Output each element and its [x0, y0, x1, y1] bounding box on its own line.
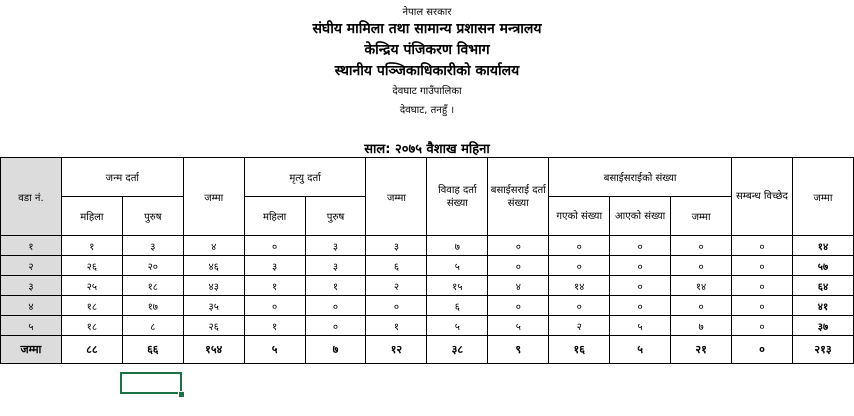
table-cell[interactable]: १८ [61, 296, 122, 316]
table-cell[interactable]: १५ [427, 276, 488, 296]
header-death-male[interactable]: पुरुष [305, 197, 366, 236]
table-cell[interactable]: ० [305, 296, 366, 316]
table-cell[interactable]: ५ [427, 256, 488, 276]
table-cell[interactable]: ० [671, 256, 732, 276]
table-cell[interactable]: ० [610, 236, 671, 256]
table-cell[interactable]: ३ [244, 256, 305, 276]
table-cell[interactable]: ० [549, 236, 610, 256]
table-cell[interactable]: ० [244, 236, 305, 256]
table-cell[interactable]: ३ [366, 236, 427, 256]
header-incoming[interactable]: आएको संख्या [610, 197, 671, 236]
table-cell[interactable]: २६ [183, 316, 244, 336]
table-cell[interactable]: २ [549, 316, 610, 336]
table-cell[interactable]: ० [488, 256, 549, 276]
table-cell[interactable]: १ [305, 276, 366, 296]
table-cell[interactable]: ० [488, 236, 549, 256]
table-cell[interactable]: ५ [610, 316, 671, 336]
table-cell[interactable]: ४३ [183, 276, 244, 296]
header-birth-female[interactable]: महिला [61, 197, 122, 236]
table-cell[interactable]: ७ [671, 316, 732, 336]
header-ministry: संघीय मामिला तथा सामान्य प्रशासन मन्त्रालय [312, 21, 542, 37]
table-cell[interactable]: १४ [549, 276, 610, 296]
ward-number-cell[interactable]: ५ [1, 316, 62, 336]
table-cell[interactable]: ० [732, 316, 793, 336]
header-birth[interactable]: जन्म दर्ता [61, 158, 183, 197]
table-cell[interactable]: ० [549, 256, 610, 276]
table-cell[interactable]: ० [610, 256, 671, 276]
total-cell[interactable]: १२ [366, 336, 427, 364]
table-cell[interactable]: ० [366, 296, 427, 316]
header-municipality: देवघाट गाउँपालिका [392, 86, 462, 97]
table-row [1, 296, 854, 316]
table-cell[interactable]: ० [244, 296, 305, 316]
table-cell[interactable]: ४६ [183, 256, 244, 276]
table-cell[interactable]: १४ [671, 276, 732, 296]
table-cell[interactable]: ० [488, 296, 549, 316]
total-cell[interactable]: ० [732, 336, 793, 364]
table-cell[interactable]: ६ [366, 256, 427, 276]
table-cell[interactable]: ३७ [792, 316, 853, 336]
table-cell[interactable]: १७ [122, 296, 183, 316]
table-cell[interactable]: ० [610, 276, 671, 296]
total-cell[interactable]: ६६ [122, 336, 183, 364]
ward-number-cell[interactable]: ३ [1, 276, 62, 296]
table-cell[interactable]: ३ [305, 236, 366, 256]
table-cell[interactable]: ३ [122, 236, 183, 256]
table-cell[interactable]: ० [610, 296, 671, 316]
table-cell[interactable]: ० [732, 276, 793, 296]
header-migration-count[interactable]: बसाईसराईको संख्या [549, 158, 732, 197]
table-cell[interactable]: ७ [427, 236, 488, 256]
header-ward[interactable]: वडा नं. [1, 158, 62, 236]
table-cell[interactable]: ४१ [792, 296, 853, 316]
header-outgoing[interactable]: गएको संख्या [549, 197, 610, 236]
total-cell[interactable]: १५४ [183, 336, 244, 364]
table-row [1, 236, 854, 256]
table-cell[interactable]: ३ [305, 256, 366, 276]
header-office: स्थानीय पञ्जिकाधिकारीको कार्यालय [334, 63, 520, 79]
table-cell[interactable]: ० [671, 236, 732, 256]
table-cell[interactable]: ३५ [183, 296, 244, 316]
table-row [1, 276, 854, 296]
header-migration-total[interactable]: जम्मा [671, 197, 732, 236]
table-cell[interactable]: ० [549, 296, 610, 316]
registration-table [0, 157, 854, 364]
header-grand-total[interactable]: जम्मा [792, 158, 853, 236]
table-cell[interactable]: २६ [61, 256, 122, 276]
table-cell[interactable]: ० [732, 296, 793, 316]
total-cell[interactable]: २१ [671, 336, 732, 364]
table-cell[interactable]: १ [61, 236, 122, 256]
table-row [1, 256, 854, 276]
table-cell[interactable]: ० [305, 316, 366, 336]
table-cell[interactable]: २५ [61, 276, 122, 296]
total-cell[interactable]: जम्मा [1, 336, 62, 364]
ward-number-cell[interactable]: ४ [1, 296, 62, 316]
header-row-1 [1, 158, 854, 197]
table-cell[interactable]: १ [366, 316, 427, 336]
table-cell[interactable]: १ [244, 316, 305, 336]
total-cell[interactable]: ७ [305, 336, 366, 364]
header-government: नेपाल सरकार [402, 7, 452, 18]
header-migration-registration[interactable]: बसाईसराई दर्ता संख्या [488, 158, 549, 236]
header-death[interactable]: मृत्यु दर्ता [244, 158, 366, 197]
total-cell[interactable]: ५ [610, 336, 671, 364]
table-cell[interactable]: १८ [122, 276, 183, 296]
year-title: साल: २०७५ वैशाख महिना [364, 142, 490, 157]
total-row [1, 336, 854, 364]
table-cell[interactable]: ४ [488, 276, 549, 296]
header-death-total[interactable]: जम्मा [366, 158, 427, 236]
table-cell[interactable]: ४ [183, 236, 244, 256]
total-cell[interactable]: ३८ [427, 336, 488, 364]
header-divorce[interactable]: सम्बन्ध विच्छेद [732, 158, 793, 236]
header-marriage[interactable]: विवाह दर्ता संख्या [427, 158, 488, 236]
table-cell[interactable]: ८ [122, 316, 183, 336]
total-cell[interactable]: १६ [549, 336, 610, 364]
total-cell[interactable]: ९ [488, 336, 549, 364]
header-birth-total[interactable]: जम्मा [183, 158, 244, 236]
table-cell[interactable]: १८ [61, 316, 122, 336]
table-cell[interactable]: २० [122, 256, 183, 276]
header-birth-male[interactable]: पुरुष [122, 197, 183, 236]
ward-number-cell[interactable]: १ [1, 236, 62, 256]
header-address: देवघाट, तनहुँ । [399, 105, 455, 116]
fill-handle[interactable] [178, 391, 185, 398]
table-cell[interactable]: ५७ [792, 256, 853, 276]
total-cell[interactable]: ५ [244, 336, 305, 364]
table-cell[interactable]: ० [732, 256, 793, 276]
table-cell[interactable]: ६४ [792, 276, 853, 296]
table-row [1, 316, 854, 336]
header-death-female[interactable]: महिला [244, 197, 305, 236]
table-cell[interactable]: ६ [427, 296, 488, 316]
table-cell[interactable]: ५ [488, 316, 549, 336]
table-cell[interactable]: ० [732, 236, 793, 256]
table-cell[interactable]: २ [366, 276, 427, 296]
table-cell[interactable]: ५ [427, 316, 488, 336]
total-cell[interactable]: २१३ [792, 336, 853, 364]
header-department: केन्द्रिय पंजिकरण विभाग [364, 42, 490, 58]
table-cell[interactable]: १४ [792, 236, 853, 256]
total-cell[interactable]: ८८ [61, 336, 122, 364]
table-cell[interactable]: ० [671, 296, 732, 316]
selected-cell[interactable] [120, 372, 182, 394]
ward-number-cell[interactable]: २ [1, 256, 62, 276]
table-cell[interactable]: १ [244, 276, 305, 296]
